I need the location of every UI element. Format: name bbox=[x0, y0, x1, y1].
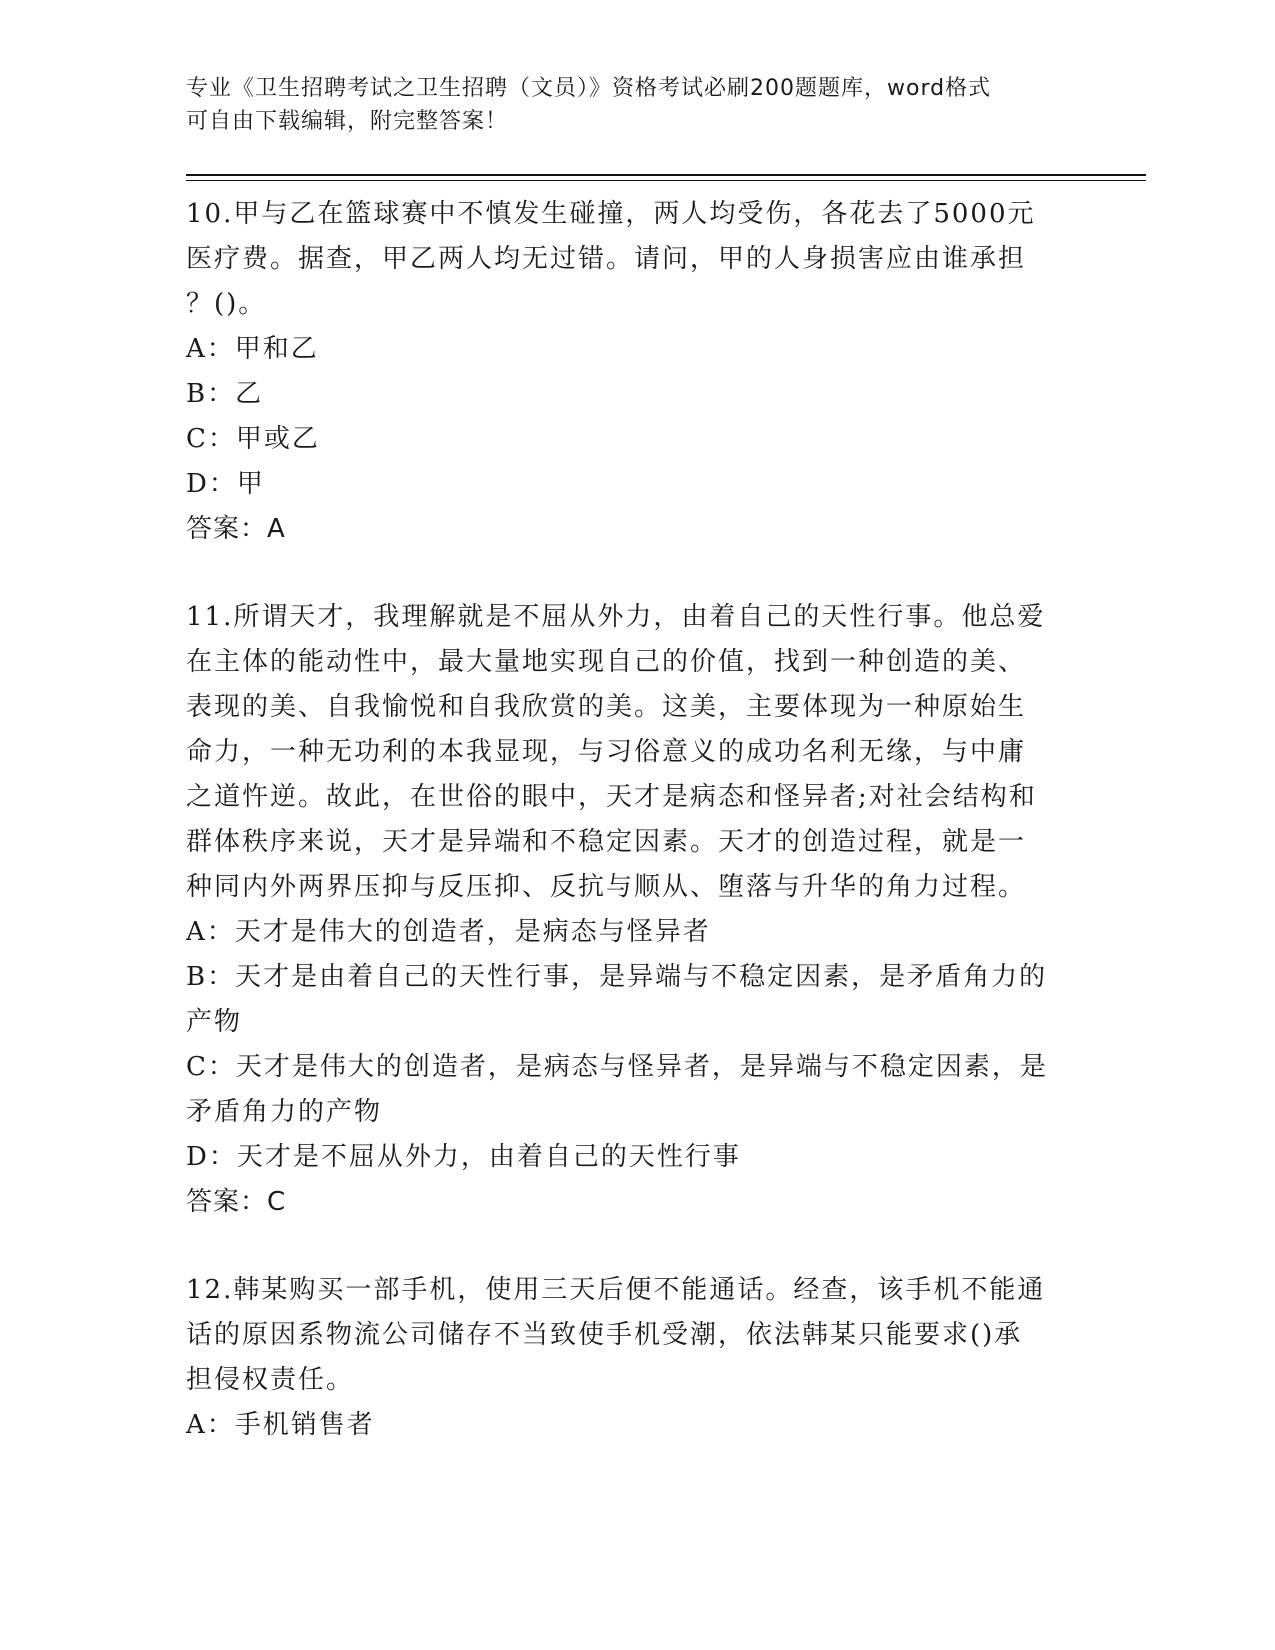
option-c-continued: 矛盾角力的产物 bbox=[186, 1097, 383, 1127]
page-header bbox=[186, 72, 1086, 138]
question-10 bbox=[186, 192, 1086, 552]
option-a: A：天才是伟大的创造者，是病态与怪异者 bbox=[186, 917, 711, 947]
question-12 bbox=[186, 1268, 1086, 1448]
header-rule-thick bbox=[186, 174, 1146, 176]
question-stem-line: 在主体的能动性中，最大量地实现自己的价值，找到一种创造的美、 bbox=[186, 647, 1027, 677]
question-stem-line: 之道忤逆。故此，在世俗的眼中，天才是病态和怪异者;对社会结构和 bbox=[186, 782, 1037, 812]
answer-label: 答案：A bbox=[186, 514, 286, 544]
option-b-continued: 产物 bbox=[186, 1007, 243, 1037]
header-rule-thin bbox=[186, 180, 1146, 181]
question-stem-line: 担侵权责任。 bbox=[186, 1365, 355, 1395]
header-line-2: 可自由下载编辑，附完整答案！ bbox=[186, 109, 509, 134]
option-b: B：天才是由着自己的天性行事，是异端与不稳定因素，是矛盾角力的 bbox=[186, 962, 1048, 992]
question-stem-line: ？()。 bbox=[186, 289, 267, 319]
question-stem-line: 表现的美、自我愉悦和自我欣赏的美。这美，主要体现为一种原始生 bbox=[186, 692, 1027, 722]
question-stem-line: 种同内外两界压抑与反压抑、反抗与顺从、堕落与升华的角力过程。 bbox=[186, 872, 1027, 902]
option-a: A：甲和乙 bbox=[186, 334, 319, 364]
question-11 bbox=[186, 595, 1086, 1225]
option-b: B：乙 bbox=[186, 379, 264, 409]
question-stem-line: 12.韩某购买一部手机，使用三天后便不能通话。经查，该手机不能通 bbox=[186, 1275, 1046, 1305]
answer-label: 答案：C bbox=[186, 1187, 287, 1217]
question-stem-line: 11.所谓天才，我理解就是不屈从外力，由着自己的天性行事。他总爱 bbox=[186, 602, 1046, 632]
option-a: A：手机销售者 bbox=[186, 1410, 375, 1440]
question-stem-line: 命力，一种无功利的本我显现，与习俗意义的成功名利无缘，与中庸 bbox=[186, 737, 1027, 767]
header-line-1: 专业《卫生招聘考试之卫生招聘（文员）》资格考试必刷200题题库，word格式 bbox=[186, 76, 992, 101]
option-d: D：甲 bbox=[186, 469, 265, 499]
question-list bbox=[186, 192, 1086, 1491]
option-d: D：天才是不屈从外力，由着自己的天性行事 bbox=[186, 1142, 741, 1172]
option-c: C：天才是伟大的创造者，是病态与怪异者，是异端与不稳定因素，是 bbox=[186, 1052, 1048, 1082]
question-stem-line: 群体秩序来说，天才是异端和不稳定因素。天才的创造过程，就是一 bbox=[186, 827, 1027, 857]
question-stem-line: 医疗费。据查，甲乙两人均无过错。请问，甲的人身损害应由谁承担 bbox=[186, 244, 1027, 274]
question-stem-line: 10.甲与乙在篮球赛中不慎发生碰撞，两人均受伤，各花去了5000元 bbox=[186, 199, 1036, 229]
option-c: C：甲或乙 bbox=[186, 424, 320, 454]
question-stem-line: 话的原因系物流公司储存不当致使手机受潮，依法韩某只能要求()承 bbox=[186, 1320, 1023, 1350]
